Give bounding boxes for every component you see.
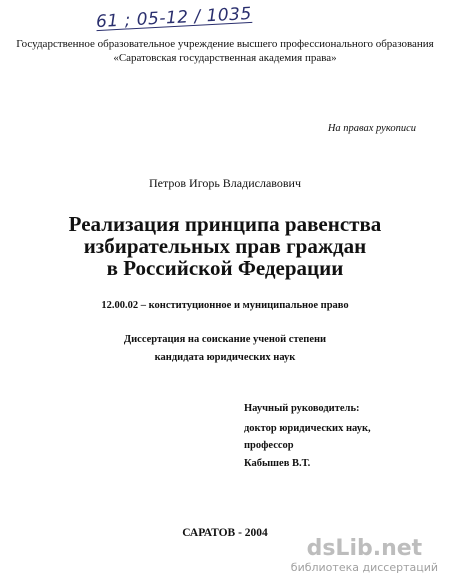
- manuscript-note: На правах рукописи: [327, 123, 416, 134]
- watermark: [291, 538, 438, 574]
- specialty-code: 12.00.02 – конституционное и муниципальное право: [101, 300, 349, 311]
- supervisor-label: Научный руководитель:: [244, 403, 360, 414]
- watermark-logo: dsLib.net: [306, 536, 423, 561]
- institution-line-2: «Саратовская государственная академия права»: [113, 52, 337, 64]
- title-line: избирательных прав граждан: [83, 234, 367, 258]
- supervisor-name: Кабышев В.Т.: [244, 458, 311, 469]
- institution-line-1: Государственное образовательное учреждение высшего профессионального образования: [16, 38, 434, 50]
- dissertation-title: [0, 213, 450, 279]
- supervisor-degree: доктор юридических наук,: [244, 423, 371, 434]
- author-name: Петров Игорь Владиславович: [148, 176, 301, 190]
- supervisor-title: профессор: [244, 440, 294, 451]
- degree-line-2: кандидата юридических наук: [154, 352, 296, 363]
- title-line: в Российской Федерации: [106, 256, 344, 280]
- city-year: САРАТОВ - 2004: [182, 527, 268, 539]
- title-line: Реализация принципа равенства: [68, 212, 382, 236]
- degree-line-1: Диссертация на соискание ученой степени: [123, 334, 327, 345]
- handwritten-code: 61 ; 05-12 / 1035: [95, 3, 253, 33]
- watermark-subtitle: библиотека диссертаций: [290, 561, 438, 574]
